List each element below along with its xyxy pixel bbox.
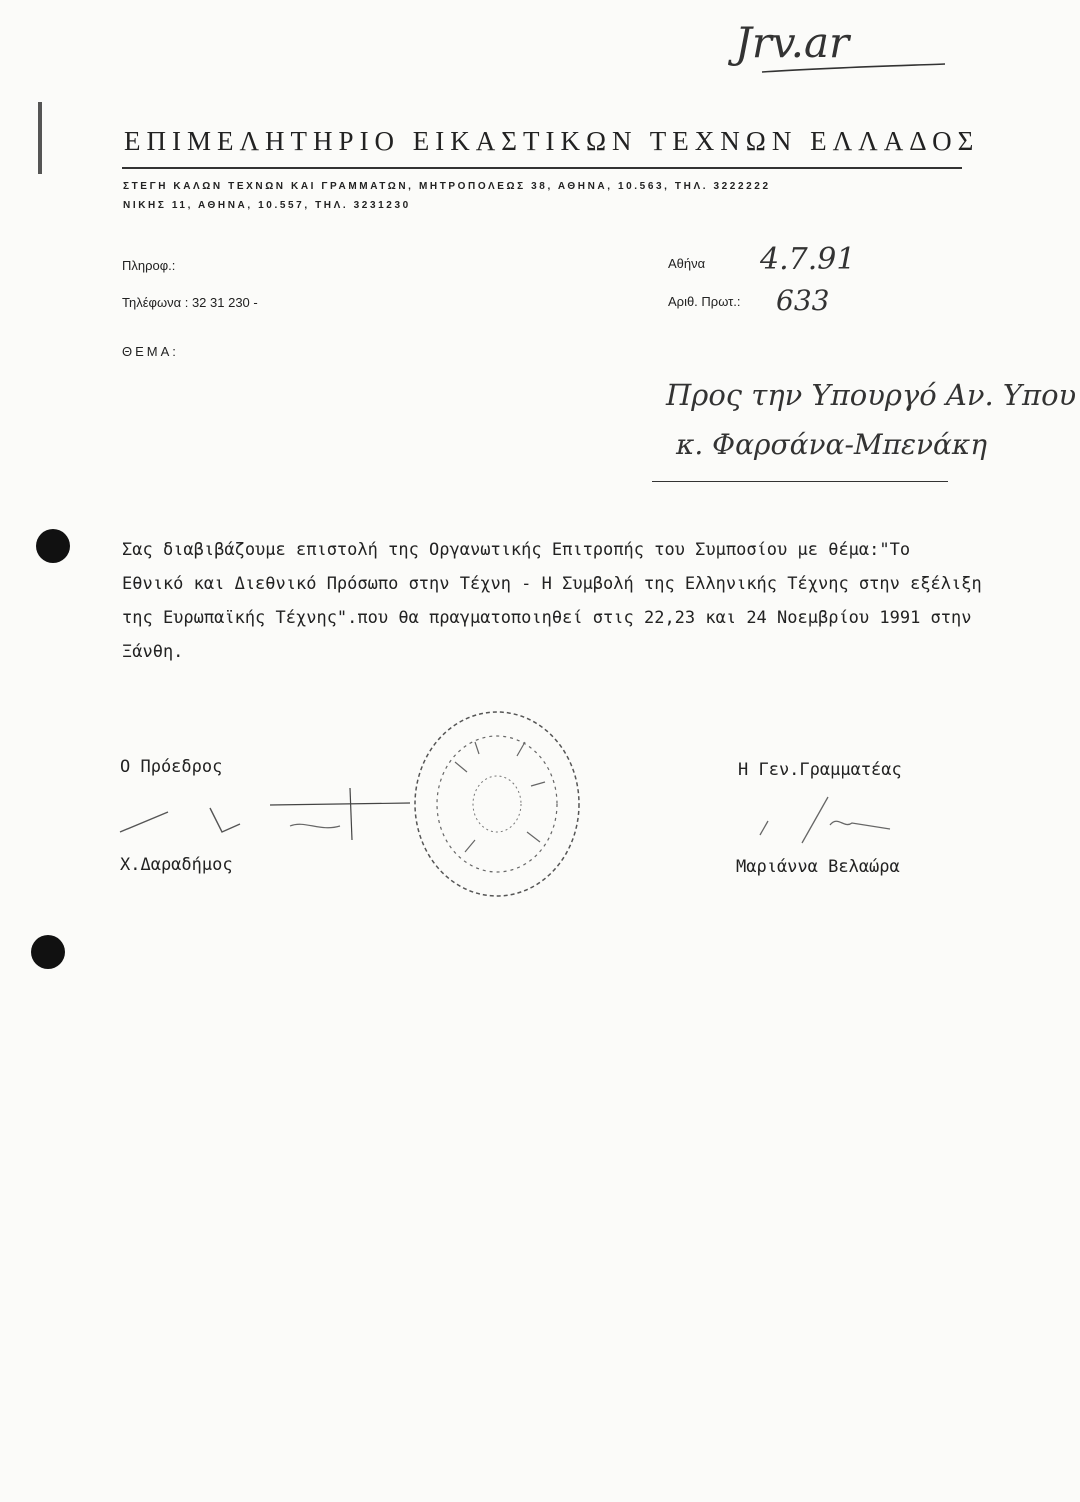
punch-hole-top: [36, 529, 70, 563]
recipient-line-2: κ. Φαρσάνα-Μπενάκη: [676, 428, 988, 461]
organization-title: ΕΠΙΜΕΛΗΤΗΡΙΟ ΕΙΚΑΣΤΙΚΩΝ ΤΕΧΝΩΝ ΕΛΛΑΔΟΣ: [124, 126, 980, 156]
info-label: Πληροφ.:: [122, 258, 176, 273]
protocol-label: Αριθ. Πρωτ.:: [668, 294, 741, 309]
subject-label: ΘΕΜΑ:: [122, 344, 179, 359]
secretary-name: Μαριάννα Βελαώρα: [736, 857, 900, 877]
punch-hole-bottom: [31, 935, 65, 969]
recipient-underline: [652, 481, 948, 482]
initials-text: Jrv.ar: [735, 18, 850, 67]
protocol-number-handwritten: 633: [776, 284, 830, 317]
body-line-2: Εθνικό και Διεθνικό Πρόσωπο στην Τέχνη - Η Συμβολή της Ελληνικής Τέχνης στην εξέλιξη: [122, 574, 982, 594]
body-line-4: Ξάνθη.: [122, 642, 184, 662]
binder-mark: [38, 102, 42, 174]
secretary-signature: [740, 785, 900, 855]
date-handwritten: 4.7.91: [760, 242, 856, 277]
official-stamp: [405, 702, 590, 907]
secretary-title: Η Γεν.Γραμματέας: [738, 760, 902, 780]
address-line-2: ΝΙΚΗΣ 11, ΑΘΗΝΑ, 10.557, ΤΗΛ. 3231230: [123, 200, 411, 211]
president-signature: [110, 780, 420, 850]
president-name: Χ.Δαραδήμος: [120, 855, 233, 875]
recipient-line-1: Προς την Υπουργό Αν. Υπου: [666, 378, 1077, 412]
address-line-1: ΣΤΕΓΗ ΚΑΛΩΝ ΤΕΧΝΩΝ ΚΑΙ ΓΡΑΜΜΑΤΩΝ, ΜΗΤΡΟΠΟΛΕΩΣ 38, ΑΘΗΝΑ, 10.563, ΤΗΛ. 3222222: [123, 181, 771, 192]
city-label: Αθήνα: [668, 256, 706, 271]
letter-body: [122, 533, 1022, 669]
phone-label: Τηλέφωνα : 32 31 230 -: [122, 295, 258, 310]
letterhead-divider: [122, 167, 962, 169]
body-line-3: της Ευρωπαϊκής Τέχνης".που θα πραγματοποιηθεί στις 22,23 και 24 Νοεμβρίου 1991 στην: [122, 608, 972, 628]
initials-underline: [760, 60, 950, 80]
body-line-1: Σας διαβιβάζουμε επιστολή της Οργανωτικής Επιτροπής του Συμποσίου με θέμα:"Το: [122, 540, 911, 560]
president-title: Ο Πρόεδρος: [120, 757, 223, 777]
